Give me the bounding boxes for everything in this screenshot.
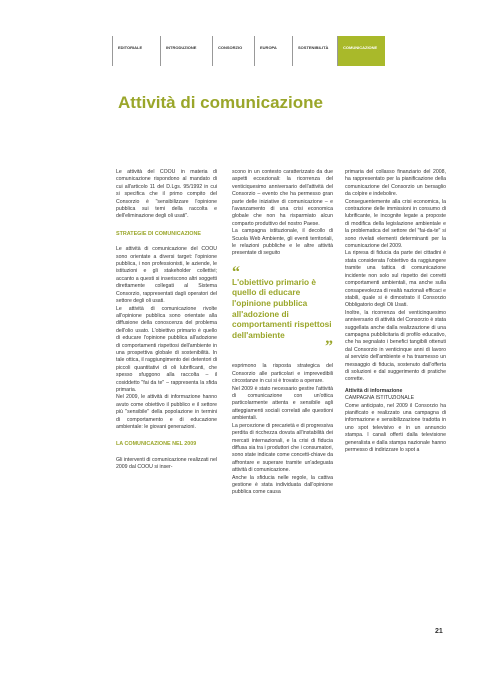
nav-tab-label: SOSTENIBILITÀ	[298, 45, 329, 50]
paragraph: Anche la sfiducia nelle regole, la cattiva gestione è stata individuata dall'opinione pubblica come causa	[232, 474, 333, 496]
paragraph: scono in un contesto caratterizzato da due aspetti eccezionali: la ricorrenza del venticiquesimo anniversario dell'attività del Consorzio – evento che ha permesso gran parte delle iniziative di comunicazione – e l'avanzamento di una crisi economica globale che non ha risparmiato alcun comparto produttivo del nostro Paese.	[232, 169, 333, 227]
nav-tab-introduzione[interactable]	[160, 36, 212, 66]
page-number: 21	[435, 628, 443, 635]
section-nav	[112, 36, 385, 66]
paragraph: Le attività di comunicazione del COOU sono orientate a diversi target: l'opinione pubblica, i non professionisti, le aziende, le istituzioni e gli stakeholder collettivi; accanto a questi si inseriscono altri soggetti direttamente collegati al Sistema Consorzio, rappresentati dagli operatori del settore degli oli usati.	[116, 246, 217, 305]
paragraph: Inoltre, la ricorrenza del venticinquesimo anniversario di attività del Consorzio è stata suggellata anche dalla realizzazione di una campagna pubblicitaria di profilo educativo, che ha segnalato i benefici tangibili ottenuti dal Consorzio in venticinque anni di lavoro al servizio dell'ambiente e ha trasmesso un messaggio di fiducia, sostenuto dall'offerta di soluzioni e dal suggerimento di pratiche corrette.	[345, 309, 446, 383]
paragraph: primaria del collasso finanziario del 2008, ha rappresentato per la pianificazione della comunicazione del Consorzio un bersaglio da colpire e indebolire.	[345, 169, 446, 198]
nav-tab-comunicazione[interactable]	[337, 36, 385, 66]
nav-tab-sostenibilita[interactable]	[292, 36, 337, 66]
paragraph: La campagna istituzionale, il decollo di Scuola Web Ambiente, gli eventi territoriali, le relazioni pubbliche e le altre attività presentate di seguito	[232, 228, 333, 257]
page-title: Attività di comunicazione	[118, 93, 323, 112]
pull-quote-text: L'obiettivo primario è quello di educare l'opinione pubblica all'adozione di comportamenti rispettosi dell'ambiente	[232, 276, 332, 340]
nav-tab-label: EDITORIALE	[118, 45, 143, 50]
text-column-2	[232, 169, 333, 497]
nav-tab-europa[interactable]	[254, 36, 292, 66]
paragraph: Conseguentemente alla crisi economica, la contrazione delle immissioni in consumo di lubrificante, le incognite legate a proposte di modifica della legislazione ambientale e la problematica del settore del "fai-da-te" si sono rivelati elementi determinanti per la comunicazione del 2009.	[345, 198, 446, 250]
section-heading: STRATEGIE DI COMUNICAZIONE	[116, 230, 201, 237]
text-column-3	[345, 169, 446, 454]
paragraph: Gli interventi di comunicazione realizzati nel 2009 dal COOU si inser-	[116, 456, 217, 471]
pull-quote	[232, 262, 333, 360]
paragraph: Nel 2009, le attività di informazione hanno avuto come obiettivo il pubblico e il settore più "sensibile" della popolazione in termini di comportamento e di educazione ambientale: le giovani generazioni.	[116, 394, 217, 430]
paragraph: La ripresa di fiducia da parte dei cittadini è stata considerata l'obiettivo da raggiungere tramite una tattica di comunicazione incidente non solo sul rispetto dei corretti comportamenti ambientali, ma anche sulla consapevolezza di realtà nazionali efficaci e stabili, quale si è dimostrato il Consorzio Obbligatorio degli Oli Usati.	[345, 250, 446, 309]
subsection-heading: Attività di informazione	[345, 387, 403, 394]
close-quote-icon: ”	[325, 338, 333, 356]
text-column-1	[116, 169, 217, 472]
paragraph: Le attività del COOU in materia di comunicazione rispondono al mandato di cui all'articolo 11 del D.Lgs. 95/1992 in cui si specifica che il primo compito del Consorzio è "sensibilizzare l'opinione pubblica sui temi della raccolta e dell'eliminazione degli oli usati".	[116, 169, 217, 220]
paragraph: Nel 2009 è stato necessario gestire l'attività di comunicazione con un'ottica particolarmente attenta e sensibile agli atteggiamenti sociali correlati alle questioni ambientali.	[232, 385, 333, 422]
nav-tab-label: INTRODUZIONE	[166, 45, 197, 50]
open-quote-icon: “	[232, 263, 240, 281]
paragraph: Le attività di comunicazione rivolte all'opinione pubblica sono orientate alla diffusione della conoscenza del problema dell'olio usato. L'obiettivo primario è quello di educare l'opinione pubblica all'adozione di comportamenti rispettosi dell'ambiente in una prospettiva globale di sostenibilità. In tale ottica, il raggiungimento dei detentori di piccoli quantitativi di oli lubrificanti, che spesso sfuggono alla raccolta – il cosiddetto "fai da te" – rappresenta la sfida primaria.	[116, 305, 217, 393]
paragraph: esprimono la risposta strategica del Consorzio alle particolari e imprevedibili circostanze in cui si è trovato a operare.	[232, 363, 333, 385]
nav-tab-consorzio[interactable]	[212, 36, 254, 66]
paragraph: La percezione di precarietà e di progressiva perdita di ricchezza dovuta all'instabilità dei mercati internazionali, e la crisi di fiducia diffusa sia tra i produttori che i consumatori, sono state indicate come concetti-chiave da affrontare e superare tramite un'adeguata attività di comunicazione.	[232, 422, 333, 474]
nav-tab-label: CONSORZIO	[218, 45, 243, 50]
nav-tab-editoriale[interactable]	[112, 36, 160, 66]
nav-tab-label: EUROPA	[260, 45, 277, 50]
subsection-subheading: CAMPAGNA ISTITUZIONALE	[345, 395, 415, 402]
paragraph: Come anticipato, nel 2009 il Consorzio ha pianificato e realizzato una campagna di informazione e sensibilizzazione tradotta in uno spot televisivo e in un annuncio stampa. I canali offerti dalla televisione generalista e dalla stampa nazionale hanno permesso di indirizzare lo spot a	[345, 402, 446, 454]
section-heading: LA COMUNICAZIONE NEL 2009	[116, 441, 197, 448]
nav-tab-label: COMUNICAZIONE	[343, 45, 378, 50]
